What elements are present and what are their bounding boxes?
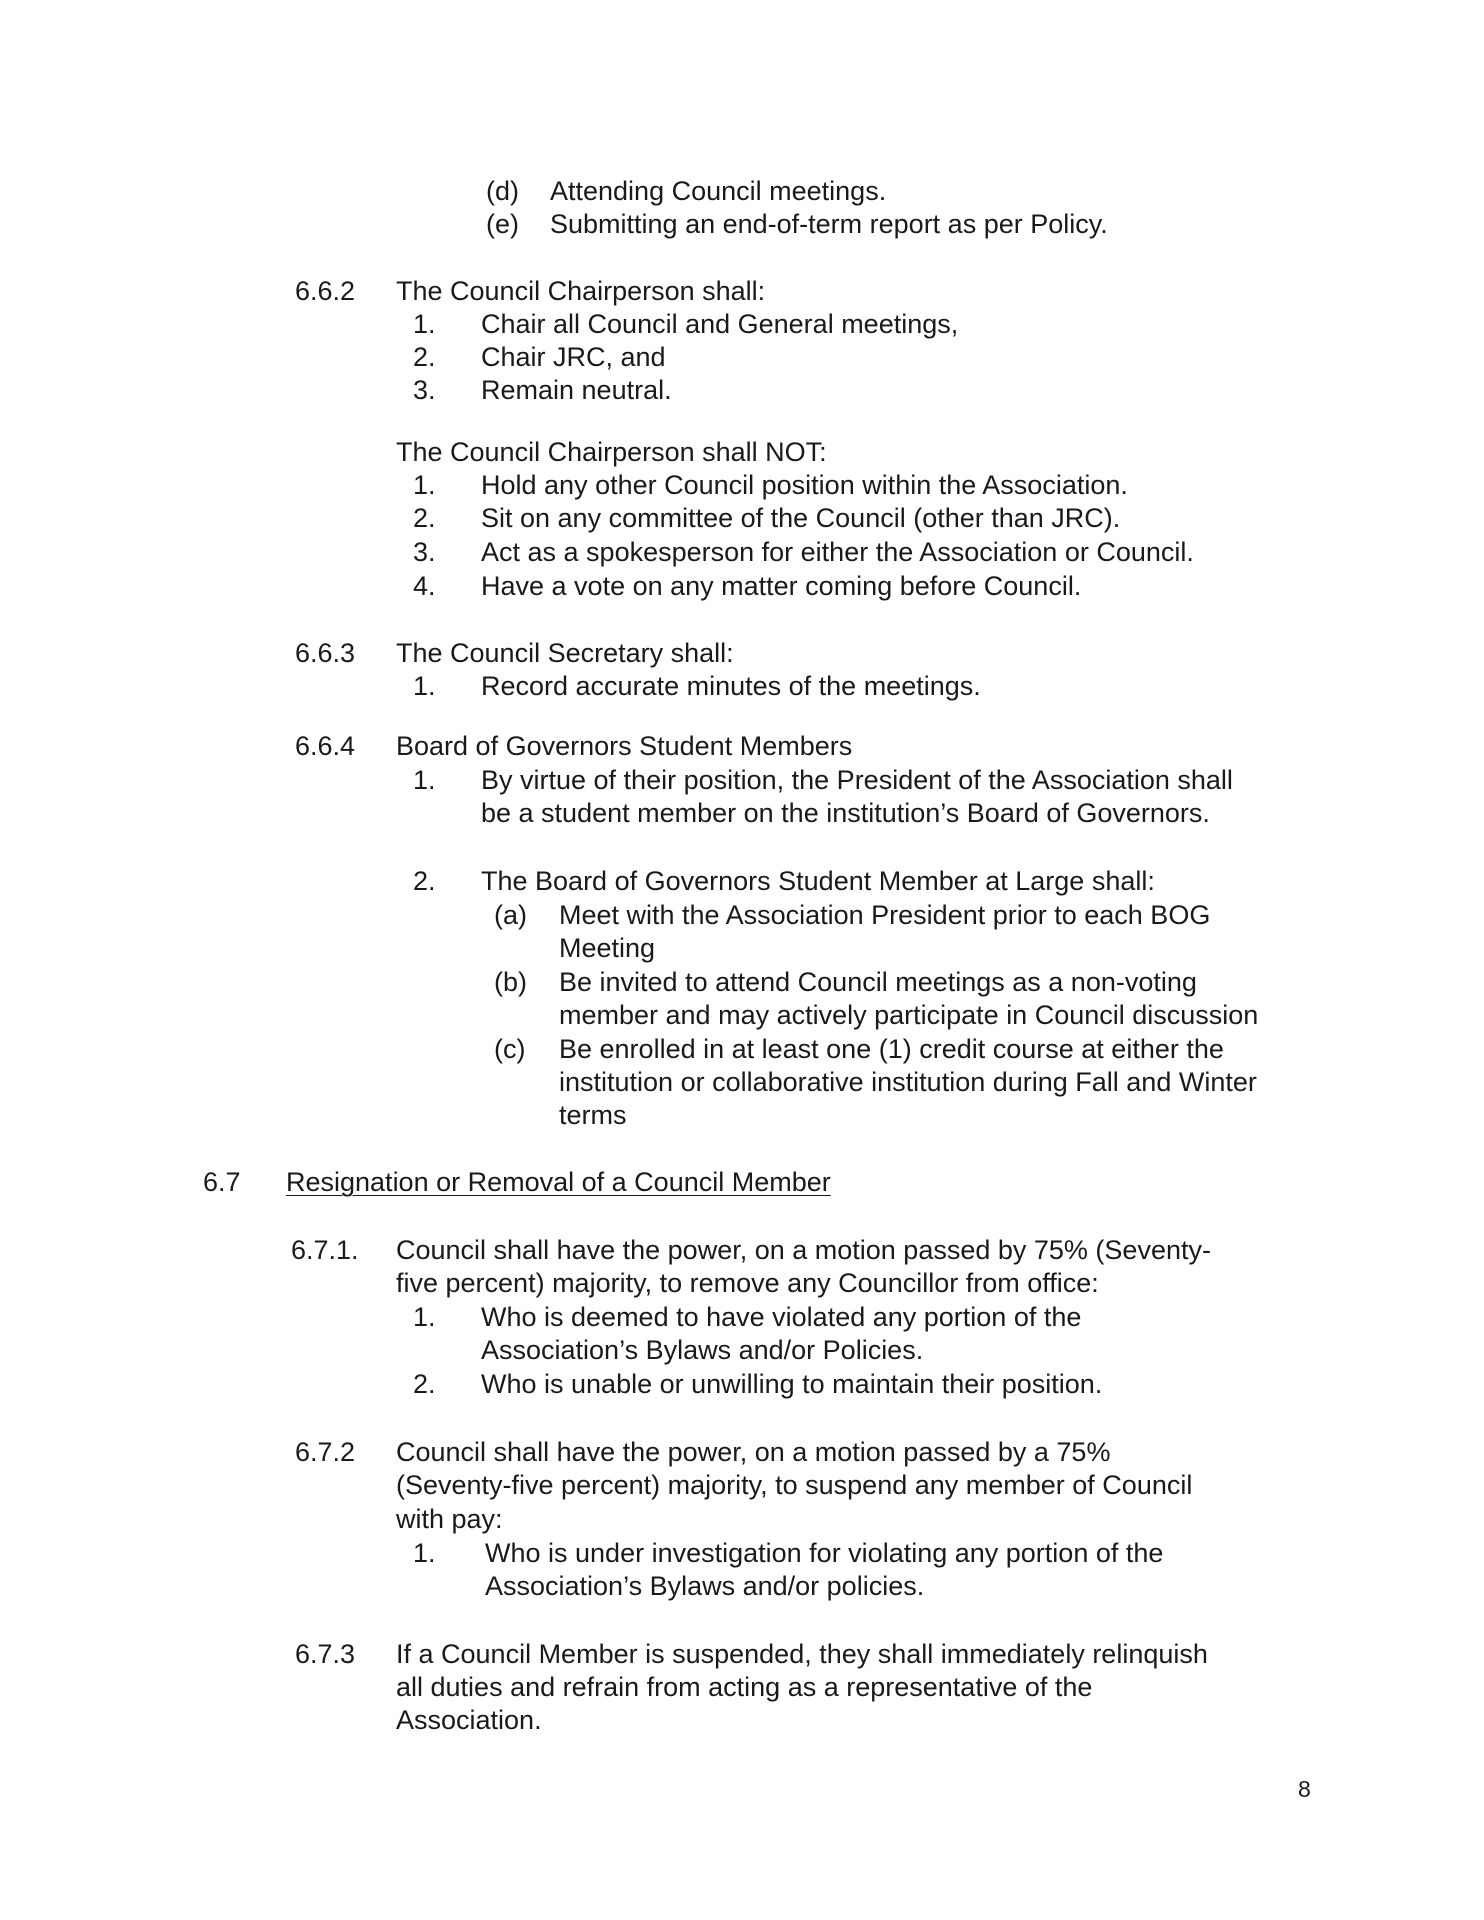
list-item-text: Meeting: [559, 933, 656, 963]
list-item-text: Association’s Bylaws and/or policies.: [485, 1571, 925, 1601]
section-number: 6.7: [203, 1167, 241, 1197]
section-number: 6.7.3: [295, 1639, 356, 1669]
list-num: 3.: [413, 537, 436, 567]
list-num: 1.: [413, 470, 436, 500]
list-num: 2.: [413, 866, 436, 896]
list-num: 1.: [413, 1302, 436, 1332]
list-num: 4.: [413, 571, 436, 601]
list-item-text: Hold any other Council position within the Association.: [481, 470, 1128, 500]
list-item-text: Who is under investigation for violating any portion of the: [485, 1538, 1164, 1568]
list-item-text: Have a vote on any matter coming before Council.: [481, 571, 1082, 601]
list-item-text: Who is unable or unwilling to maintain their position.: [481, 1369, 1103, 1399]
list-num: 2.: [413, 503, 436, 533]
section-number: 6.6.2: [295, 276, 356, 306]
section-number: 6.6.3: [295, 638, 356, 668]
list-item-text: Submitting an end-of-term report as per Policy.: [550, 209, 1108, 239]
list-item-text: Act as a spokesperson for either the Association or Council.: [481, 537, 1194, 567]
list-item-text: member and may actively participate in Council discussion: [559, 1000, 1259, 1030]
list-num: 2.: [413, 1369, 436, 1399]
paragraph-line: five percent) majority, to remove any Councillor from office:: [396, 1268, 1099, 1298]
paragraph-line: all duties and refrain from acting as a representative of the: [396, 1672, 1093, 1702]
paragraph-line: If a Council Member is suspended, they shall immediately relinquish: [396, 1639, 1208, 1669]
list-label: (d): [486, 176, 519, 206]
list-item-text: Be invited to attend Council meetings as a non-voting: [559, 967, 1197, 997]
list-label: (c): [494, 1034, 526, 1064]
list-num: 1.: [413, 671, 436, 701]
section-title: Resignation or Removal of a Council Member: [286, 1167, 831, 1197]
list-item-text: The Board of Governors Student Member at Large shall:: [481, 866, 1155, 896]
section-number: 6.6.4: [295, 731, 356, 761]
paragraph-line: Council shall have the power, on a motion passed by a 75%: [396, 1437, 1111, 1467]
list-item-text: Chair JRC, and: [481, 342, 666, 372]
list-item-text: Who is deemed to have violated any portion of the: [481, 1302, 1082, 1332]
section-subheading: The Council Chairperson shall NOT:: [396, 437, 827, 467]
list-item-text: Sit on any committee of the Council (other than JRC).: [481, 503, 1121, 533]
list-item-text: Association’s Bylaws and/or Policies.: [481, 1335, 924, 1365]
list-label: (b): [494, 967, 527, 997]
section-number: 6.7.2: [295, 1437, 356, 1467]
section-heading: The Council Secretary shall:: [396, 638, 734, 668]
list-item-text: terms: [559, 1100, 627, 1130]
list-item-text: Record accurate minutes of the meetings.: [481, 671, 981, 701]
list-item-text: Remain neutral.: [481, 375, 672, 405]
list-label: (a): [494, 900, 527, 930]
paragraph-line: Council shall have the power, on a motion passed by 75% (Seventy-: [396, 1235, 1211, 1265]
list-num: 1.: [413, 309, 436, 339]
list-item-text: By virtue of their position, the President of the Association shall: [481, 765, 1233, 795]
list-num: 2.: [413, 342, 436, 372]
list-item-text: Meet with the Association President prior to each BOG: [559, 900, 1211, 930]
list-num: 1.: [413, 765, 436, 795]
list-item-text: Attending Council meetings.: [550, 176, 887, 206]
list-item-text: institution or collaborative institution during Fall and Winter: [559, 1067, 1257, 1097]
paragraph-line: (Seventy-five percent) majority, to suspend any member of Council: [396, 1470, 1193, 1500]
paragraph-line: with pay:: [396, 1504, 503, 1534]
list-item-text: Be enrolled in at least one (1) credit course at either the: [559, 1034, 1224, 1064]
list-num: 1.: [413, 1538, 436, 1568]
page-number: 8: [1298, 1776, 1311, 1802]
list-label: (e): [486, 209, 519, 239]
list-item-text: Chair all Council and General meetings,: [481, 309, 959, 339]
list-num: 3.: [413, 375, 436, 405]
paragraph-line: Association.: [396, 1705, 542, 1735]
list-item-text: be a student member on the institution’s Board of Governors.: [481, 798, 1210, 828]
section-number: 6.7.1.: [291, 1235, 359, 1265]
section-heading: Board of Governors Student Members: [396, 731, 853, 761]
section-heading: The Council Chairperson shall:: [396, 276, 766, 306]
